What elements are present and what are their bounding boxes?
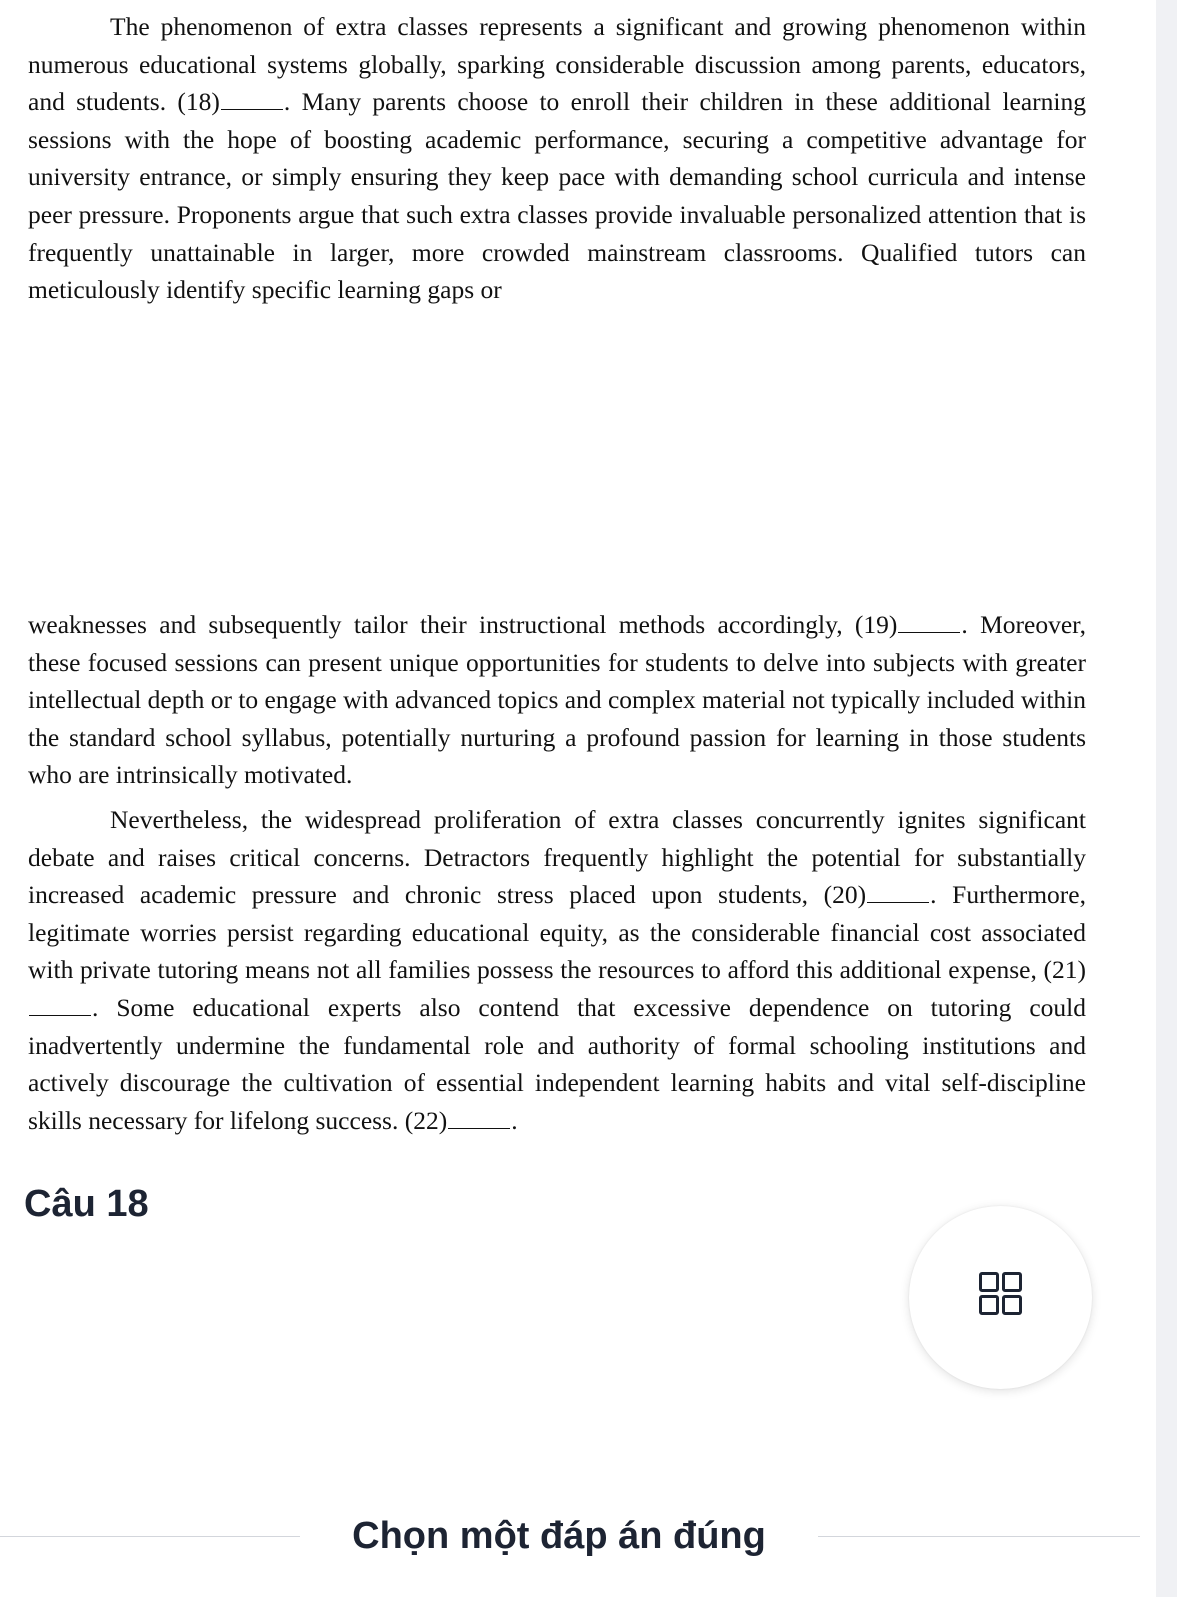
choose-answer-label: Chọn một đáp án đúng — [352, 1515, 766, 1557]
answer-section-header — [0, 1508, 1140, 1564]
passage-text: weaknesses and subsequently tailor their instructional methods accordingly, (19) — [28, 610, 898, 639]
blank-22 — [448, 1127, 510, 1129]
passage-paragraph-1-continued — [28, 606, 1086, 794]
passage-text: Nevertheless, the widespread proliferation of extra classes concurrently ignites significant debate and raises critical concerns. Detractors frequently highlight the potential for substantially increased academic pressure and chronic stress placed upon students, (20) — [28, 805, 1086, 910]
passage-text: . Many parents choose to enroll their children in these additional learning sessions with the hope of boosting academic performance, securing a competitive advantage for university entrance, or simply ensuring they keep pace with demanding school curricula and intense peer pressure. Proponents argue that such extra classes provide invaluable personalized attention that is frequently unattainable in larger, more crowded mainstream classrooms. Qualified tutors can meticulously identify specific learning gaps or — [28, 87, 1086, 305]
blank-18 — [221, 108, 283, 110]
question-title: Câu 18 — [24, 1183, 149, 1225]
scrollbar-track[interactable] — [1156, 0, 1177, 1597]
passage-text: . — [511, 1105, 518, 1135]
passage-text: . Furthermore, legitimate worries persist regarding educational equity, as the considerable financial cost associated with private tutoring means not all families possess the resources to afford this additional expense, (21) — [28, 880, 1086, 985]
question-grid-button[interactable] — [909, 1206, 1092, 1389]
passage-paragraph-2 — [28, 801, 1086, 1139]
divider-right — [818, 1536, 1140, 1537]
passage-text: . Moreover, these focused sessions can present unique opportunities for students to delve into subjects with greater intellectual depth or to engage with advanced topics and complex material not typically included within the standard school syllabus, potentially nurturing a profound passion for learning in those students who are intrinsically motivated. — [28, 610, 1086, 790]
blank-19 — [898, 631, 960, 633]
passage-paragraph-1 — [28, 8, 1086, 309]
passage-text: . Some educational experts also contend that excessive dependence on tutoring could inadvertently undermine the fundamental role and authority of formal schooling institutions and actively discourage the cultivation of essential independent learning habits and vital self-discipline skills necessary for lifelong success. (22) — [28, 992, 1086, 1135]
divider-left — [0, 1536, 300, 1537]
blank-20 — [867, 901, 929, 903]
blank-21 — [29, 1014, 91, 1016]
passage-text: The phenomenon of extra classes represents a significant and growing phenomenon within numerous educational systems globally, sparking considerable discussion among parents, educators, and students. (18) — [28, 12, 1086, 117]
